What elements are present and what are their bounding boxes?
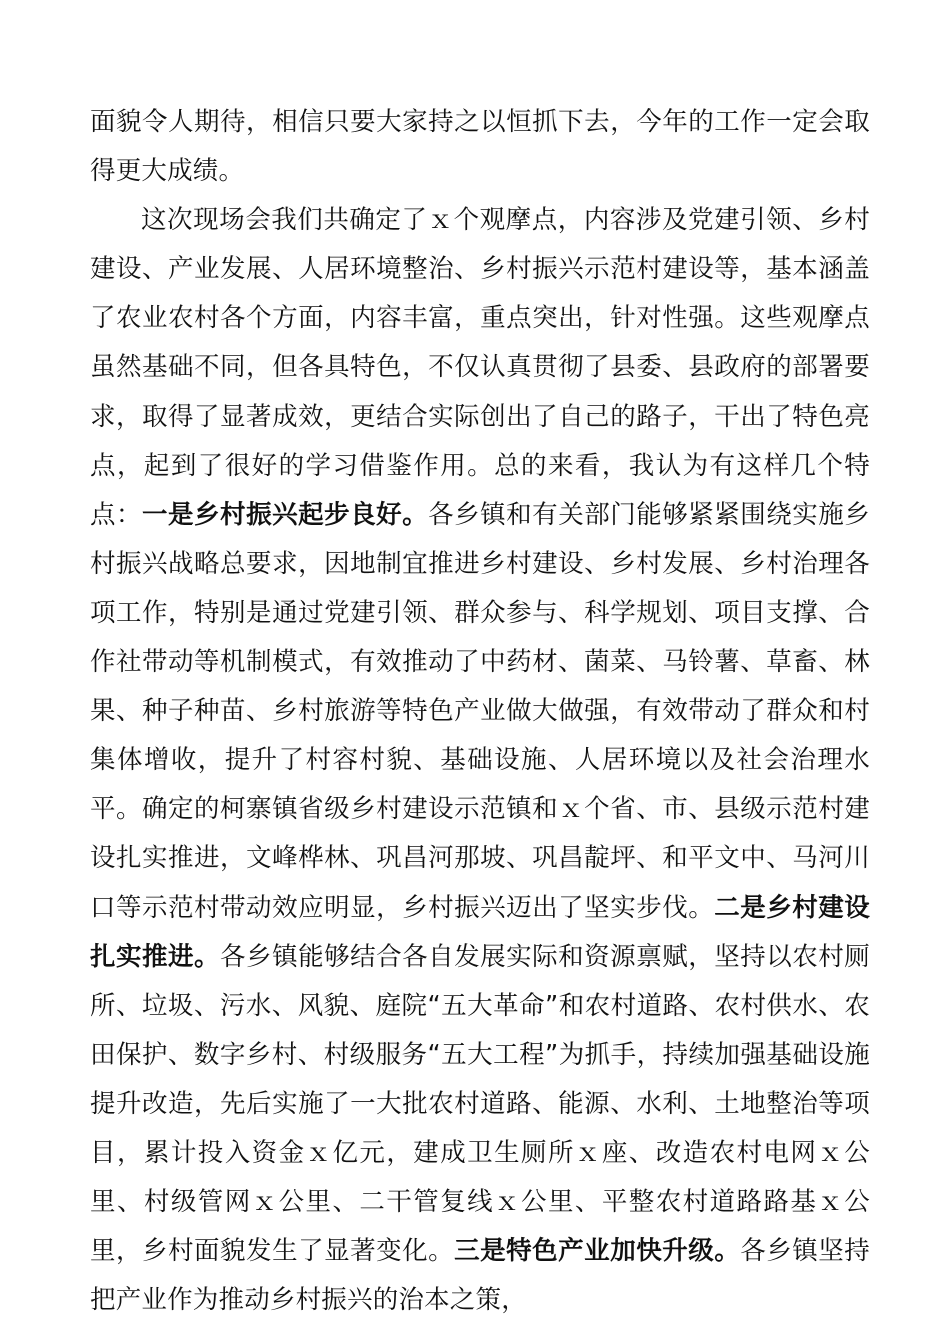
heading-point-two: 二是乡村建设扎实推进。 xyxy=(90,892,870,972)
paragraph-continuation xyxy=(90,98,870,196)
document-page xyxy=(90,98,870,1325)
paragraph-text: 各乡镇坚持把产业作为推动乡村振兴的治本之策， xyxy=(90,1236,870,1316)
paragraph-text: 各乡镇能够结合各自发展实际和资源禀赋，坚持以农村厕所、垃圾、污水、风貌、庭院“五大革命”和农村道路、农村供水、农田保护、数字乡村、村级服务“五大工程”为抓手，持续加强基础设施提升改造，先后实施了一大批农村道路、能源、水利、土地整治等项目，累计投入资金ｘ亿元，建成卫生厕所ｘ座、改造农村电网ｘ公里、村级管网ｘ公里、二干管复线ｘ公里、平整农村道路路基ｘ公里，乡村面貌发生了显著变化。 xyxy=(90,941,870,1267)
heading-point-three: 三是特色产业加快升级。 xyxy=(454,1236,741,1267)
paragraph-text: 这次现场会我们共确定了ｘ个观摩点，内容涉及党建引领、乡村建设、产业发展、人居环境整治、乡村振兴示范村建设等，基本涵盖了农业农村各个方面，内容丰富，重点突出，针对性强。这些观摩点虽然基础不同，但各具特色，不仅认真贯彻了县委、县政府的部署要求，取得了显著成效，更结合实际创出了自己的路子，干出了特色亮点，起到了很好的学习借鉴作用。总的来看，我认为有这样几个特点： xyxy=(90,205,870,530)
heading-point-one: 一是乡村振兴起步良好。 xyxy=(142,499,429,530)
paragraph-observation-points xyxy=(90,196,870,1325)
paragraph-text: 面貌令人期待，相信只要大家持之以恒抓下去，今年的工作一定会取得更大成绩。 xyxy=(90,107,870,187)
paragraph-text: 各乡镇和有关部门能够紧紧围绕实施乡村振兴战略总要求，因地制宜推进乡村建设、乡村发展、乡村治理各项工作，特别是通过党建引领、群众参与、科学规划、项目支撑、合作社带动等机制模式，有效推动了中药材、菌菜、马铃薯、草畜、林果、种子种苗、乡村旅游等特色产业做大做强，有效带动了群众和村集体增收，提升了村容村貌、基础设施、人居环境以及社会治理水平。确定的柯寨镇省级乡村建设示范镇和ｘ个省、市、县级示范村建设扎实推进，文峰桦林、巩昌河那坡、巩昌靛坪、和平文中、马河川口等示范村带动效应明显，乡村振兴迈出了坚实步伐。 xyxy=(90,499,870,923)
